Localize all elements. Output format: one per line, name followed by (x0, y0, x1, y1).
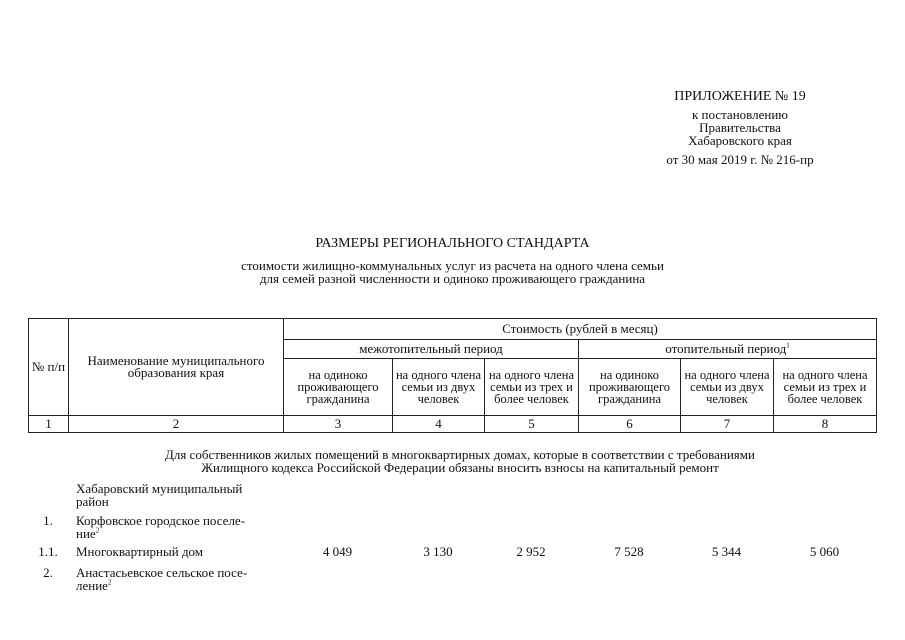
section-heading (90, 448, 830, 474)
footnote-mark: 1 (786, 341, 790, 350)
row-name (76, 482, 286, 508)
document-title-block (150, 236, 755, 285)
appendix-line-2: Правительства (699, 120, 781, 135)
footnote-mark: 2 (107, 578, 112, 587)
footnote-mark: 2 (95, 526, 100, 535)
row-name-line-2 (76, 527, 286, 540)
appendix-line-3: Хабаровского края (688, 133, 792, 148)
section-heading-line-1: Для собственников жилых помещений в многоквартирных домах, которые в соответствии с требованиями (165, 447, 755, 462)
row-name-line-2: район (76, 494, 109, 509)
column-number: 2 (69, 416, 284, 433)
appendix-line-1: к постановлению (691, 107, 789, 122)
cost-header: Стоимость (рублей в месяц) (284, 319, 877, 340)
subcol-single: на одиноко проживающего гражданина (579, 359, 681, 416)
subcol-three-plus: на одного члена семьи из трех и более человек (485, 359, 579, 416)
subcol-single: на одиноко проживающего гражданина (284, 359, 393, 416)
column-number: 4 (393, 416, 485, 433)
row-name-line-1: Хабаровский муниципальный (76, 481, 243, 496)
row-name-text: ление (76, 578, 108, 593)
value-cell: 5 060 (809, 544, 840, 559)
row-name (76, 566, 286, 592)
column-name-header: Наименование муниципального образования края (69, 319, 284, 416)
value-cell: 5 344 (711, 544, 742, 559)
column-number: 1 (29, 416, 69, 433)
row-number: 1. (43, 513, 53, 528)
value-cell: 4 049 (322, 544, 353, 559)
document-subtitle-1: стоимости жилищно-коммунальных услуг из расчета на одного члена семьи (241, 258, 664, 273)
column-number: 3 (284, 416, 393, 433)
row-name: Многоквартирный дом (76, 544, 204, 559)
subcol-two: на одного члена семьи из двух человек (681, 359, 774, 416)
row-name-line-2 (76, 579, 286, 592)
row-number: 1.1. (38, 544, 58, 559)
section-heading-line-2: Жилищного кодекса Российской Федерации обязаны вносить взносы на капитальный ремонт (201, 460, 719, 475)
column-number: 8 (774, 416, 877, 433)
period-heating-label: отопительный период (665, 341, 787, 356)
column-number: 5 (485, 416, 579, 433)
standard-table-header (28, 318, 877, 433)
column-number-header: № п/п (29, 319, 69, 416)
period-non-heating-header: межотопительный период (284, 340, 579, 359)
row-number: 2. (43, 565, 53, 580)
appendix-block (640, 90, 840, 166)
appendix-number: ПРИЛОЖЕНИЕ № 19 (674, 89, 806, 104)
column-number: 7 (681, 416, 774, 433)
subcol-two: на одного члена семьи из двух человек (393, 359, 485, 416)
row-name-line-1: Корфовское городское поселе- (76, 513, 246, 528)
column-number: 6 (579, 416, 681, 433)
value-cell: 3 130 (423, 544, 453, 559)
row-name-line-1: Анастасьевское сельское посе- (76, 565, 248, 580)
value-cell: 2 952 (516, 544, 546, 559)
appendix-date: от 30 мая 2019 г. № 216-пр (666, 152, 814, 167)
value-cell: 7 528 (614, 544, 644, 559)
row-name-text: ние (76, 526, 96, 541)
period-heating-header (579, 340, 877, 359)
subcol-three-plus: на одного члена семьи из трех и более человек (774, 359, 877, 416)
document-subtitle-2: для семей разной численности и одиноко проживающего гражданина (259, 271, 646, 286)
row-name (76, 514, 286, 540)
document-title: РАЗМЕРЫ РЕГИОНАЛЬНОГО СТАНДАРТА (315, 236, 590, 251)
